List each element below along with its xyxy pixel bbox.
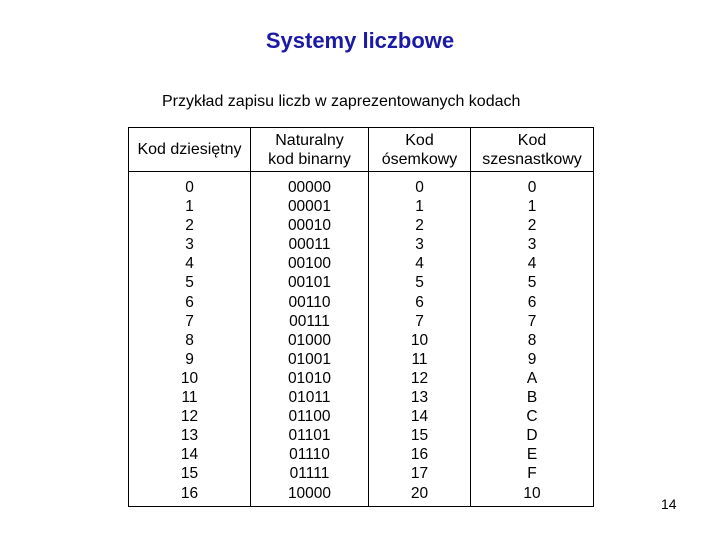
table-cell: D (526, 427, 538, 445)
table-cell: B (526, 389, 538, 407)
table-cell: 01001 (287, 350, 332, 368)
table-cell: 6 (415, 293, 424, 311)
table-cell: 01100 (288, 408, 331, 426)
table-cell: 00111 (289, 312, 330, 330)
table-cell: 01011 (288, 389, 331, 407)
table-cell: 00100 (287, 255, 332, 273)
table-cell: 10 (523, 484, 541, 502)
table-cell: 0 (185, 179, 194, 196)
table-cell: 16 (180, 484, 199, 502)
table-cell: 0 (415, 179, 424, 196)
header-binary (251, 128, 369, 171)
table-cell: 11 (411, 350, 428, 368)
table-cell: 7 (527, 312, 537, 330)
table-cell: 8 (527, 331, 537, 349)
table-cell: 2 (415, 217, 424, 235)
table-cell: 20 (410, 484, 429, 502)
table-cell: 6 (527, 293, 537, 311)
header-hex (471, 128, 593, 171)
table-body (129, 172, 593, 506)
table-cell: 14 (410, 408, 429, 426)
table-cell: 13 (180, 427, 199, 445)
table-cell: 01010 (287, 369, 332, 387)
table-cell: 16 (410, 446, 429, 464)
column-octal (369, 172, 471, 506)
table-cell: 00101 (287, 274, 332, 292)
table-cell: 2 (185, 217, 194, 235)
header-label: Kod dziesiętny (137, 141, 242, 158)
table-cell: 01110 (289, 446, 330, 464)
column-binary (251, 172, 369, 506)
table-cell: 1 (527, 198, 537, 216)
header-decimal (129, 128, 251, 171)
table-cell: 10 (410, 331, 429, 349)
table-cell: 10 (180, 369, 199, 387)
header-label: Naturalny kod binarny (268, 131, 351, 168)
table-cell: 1 (415, 198, 424, 216)
page-number: 14 (661, 496, 677, 512)
table-cell: 6 (185, 293, 194, 311)
table-header-row (129, 128, 593, 172)
table-cell: 00001 (287, 198, 332, 216)
number-systems-table (128, 127, 594, 507)
table-cell: 9 (185, 350, 194, 368)
table-cell: 17 (410, 465, 429, 483)
table-cell: 1 (185, 198, 194, 216)
table-cell: 12 (410, 369, 429, 387)
table-cell: 01101 (288, 427, 331, 445)
slide-title: Systemy liczbowe (265, 28, 455, 53)
header-octal (369, 128, 471, 171)
table-cell: 01000 (287, 331, 332, 349)
table-cell: 00011 (288, 236, 331, 254)
table-cell: 13 (410, 389, 429, 407)
table-cell: 3 (527, 236, 537, 254)
table-cell: E (526, 446, 538, 464)
table-cell: 0 (527, 179, 537, 196)
table-cell: 14 (180, 446, 199, 464)
table-cell: 5 (415, 274, 424, 292)
table-cell: 3 (415, 236, 424, 254)
header-label: Kod szesnastkowy (482, 131, 582, 168)
table-cell: 4 (527, 255, 537, 273)
table-cell: 11 (181, 389, 198, 407)
table-cell: A (526, 369, 538, 387)
column-hex (471, 172, 593, 506)
table-cell: 12 (180, 408, 199, 426)
column-decimal (129, 172, 251, 506)
table-cell: 00110 (288, 293, 331, 311)
table-cell: 10000 (287, 484, 332, 502)
table-cell: 5 (185, 274, 194, 292)
table-cell: 4 (185, 255, 194, 273)
table-cell: 4 (415, 255, 424, 273)
table-cell: 9 (527, 350, 537, 368)
table-cell: 00010 (287, 217, 332, 235)
table-cell: 7 (185, 312, 194, 330)
slide-subtitle: Przykład zapisu liczb w zaprezentowanych kodach (162, 93, 521, 110)
table-cell: F (527, 465, 537, 483)
table-cell: 15 (410, 427, 429, 445)
table-cell: 8 (185, 331, 194, 349)
header-label: Kod ósemkowy (381, 131, 458, 168)
table-cell: 3 (185, 236, 194, 254)
table-cell: 01111 (289, 465, 330, 483)
table-cell: 2 (527, 217, 537, 235)
table-cell: 15 (180, 465, 199, 483)
table-cell: 00000 (287, 179, 332, 196)
table-cell: 5 (527, 274, 537, 292)
table-cell: 7 (415, 312, 424, 330)
table-cell: C (526, 408, 538, 426)
